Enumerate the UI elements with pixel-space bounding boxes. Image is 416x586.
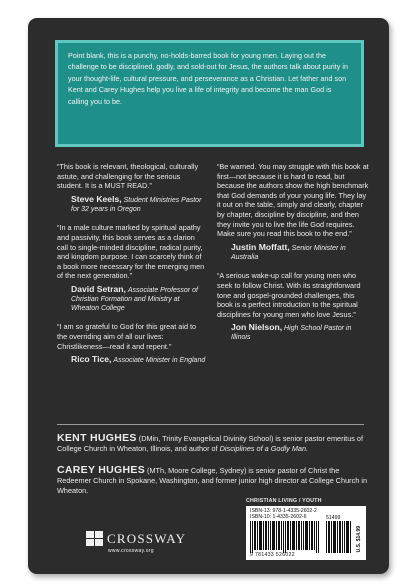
- divider: [57, 424, 364, 425]
- endorsement-attribution: [57, 285, 207, 313]
- price-label: U.S. $14.99: [356, 526, 362, 553]
- endorsement-attribution: [57, 355, 207, 366]
- endorser-name: Justin Moffatt,: [231, 241, 290, 252]
- publisher-name: CROSSWAY: [107, 531, 187, 546]
- endorsement-quote: “A serious wake-up call for young men who seek to follow Christ. With its straightforward tone and gospel-grounded challenges, this book is a perfect introduction to the spiritual disciplines for young men who love Jesus.”: [217, 271, 361, 319]
- endorser-name: Steve Keels,: [71, 193, 122, 204]
- book-back-cover: [28, 18, 389, 574]
- endorsement: [217, 271, 369, 343]
- endorsement: [217, 162, 369, 262]
- endorsement-quote: “In a male culture marked by spiritual apathy and passivity, this book serves as a clarion call to single-minded discipline, radical purity, and kingdom purpose. I can scarcely think of a book more necessary for the emerging men of the next generation.”: [57, 223, 205, 281]
- endorser-name: Jon Nielson,: [231, 322, 283, 333]
- blurb-text: Point blank, this is a punchy, no-holds-barred book for young men. Laying out the challenge to be disciplined, godly, and sold-out for Jesus, the authors talk about purity in your thought-life, cultural pressure, and perseverance as a Christian. Let father and son Kent and Carey Hughes help you live a life of integrity and become the man God is calling you to be.: [68, 51, 348, 106]
- endorser-name: David Setran,: [71, 283, 126, 294]
- author-bio-carey: [57, 465, 367, 497]
- publisher-url: www.crossway.org: [108, 548, 154, 554]
- endorsements-left-column: [57, 162, 207, 375]
- barcode-panel: [246, 506, 366, 560]
- category-label: CHRISTIAN LIVING / YOUTH: [246, 498, 322, 504]
- crossway-cross-icon: [86, 531, 104, 547]
- endorsement-quote: “This book is relevant, theological, culturally astute, and challenging for the serious student. It is a MUST READ.”: [57, 162, 199, 191]
- barcode-digits: 9 781433 526022: [250, 552, 295, 558]
- author-book-title: Disciplines of a Godly Man.: [219, 444, 309, 454]
- endorsements-right-column: [217, 162, 369, 352]
- endorser-role: Associate Minister in England: [113, 357, 206, 365]
- endorsement: [57, 322, 207, 366]
- author-name: KENT HUGHES: [57, 432, 137, 444]
- endorser-name: Rico Tice,: [71, 354, 112, 365]
- publisher-logo: [86, 531, 186, 554]
- endorsement-attribution: [217, 323, 369, 343]
- endorsement-quote: “I am so grateful to God for this great aid to the overriding aim of all our lives: Christlikeness—read it and repent.”: [57, 322, 197, 351]
- barcode-icon: [250, 521, 320, 553]
- endorsement: [57, 223, 207, 313]
- endorser-role: Associate Professor of Christian Formation and Ministry at Wheaton College: [71, 286, 198, 312]
- price-code: 51499: [326, 515, 341, 521]
- author-name: CAREY HUGHES: [57, 464, 146, 476]
- author-bio-text: (MTh, Moore College, Sydney) is senior pastor of Christ the Redeemer Church in Spokane, Washington, and former junior high director at College Church in Wheaton.: [57, 466, 368, 496]
- endorsement-quote: “Be warned. You may struggle with this book at first—not because it is hard to read, but because the authors show the high benchmark that God demands of your young life. They lay it out on the table, simply and clearly, chapter by chapter, discipline by discipline, and then they invite you to live the life God requires. Make sure you read this book to the end.”: [217, 162, 369, 239]
- blurb-box: [55, 40, 364, 147]
- endorser-role: Senior Minister in Australia: [231, 244, 346, 261]
- author-bio-kent: [57, 433, 367, 454]
- author-bio-text: (DMin, Trinity Evangelical Divinity School) is senior pastor emeritus of College Church in Wheaton, Illinois, and author of: [57, 434, 364, 454]
- addon-barcode-icon: [326, 521, 352, 553]
- isbn-10: ISBN-10: 1-4335-2602-6: [250, 514, 307, 520]
- endorsement-attribution: [217, 243, 369, 263]
- endorsement: [57, 162, 207, 214]
- isbn-13: ISBN-13: 978-1-4335-2602-2: [250, 508, 317, 514]
- endorser-role: Student Ministries Pastor for 32 years in Oregon: [71, 196, 202, 213]
- endorsement-attribution: [57, 195, 207, 215]
- endorser-role: High School Pastor in Illinois: [231, 325, 352, 342]
